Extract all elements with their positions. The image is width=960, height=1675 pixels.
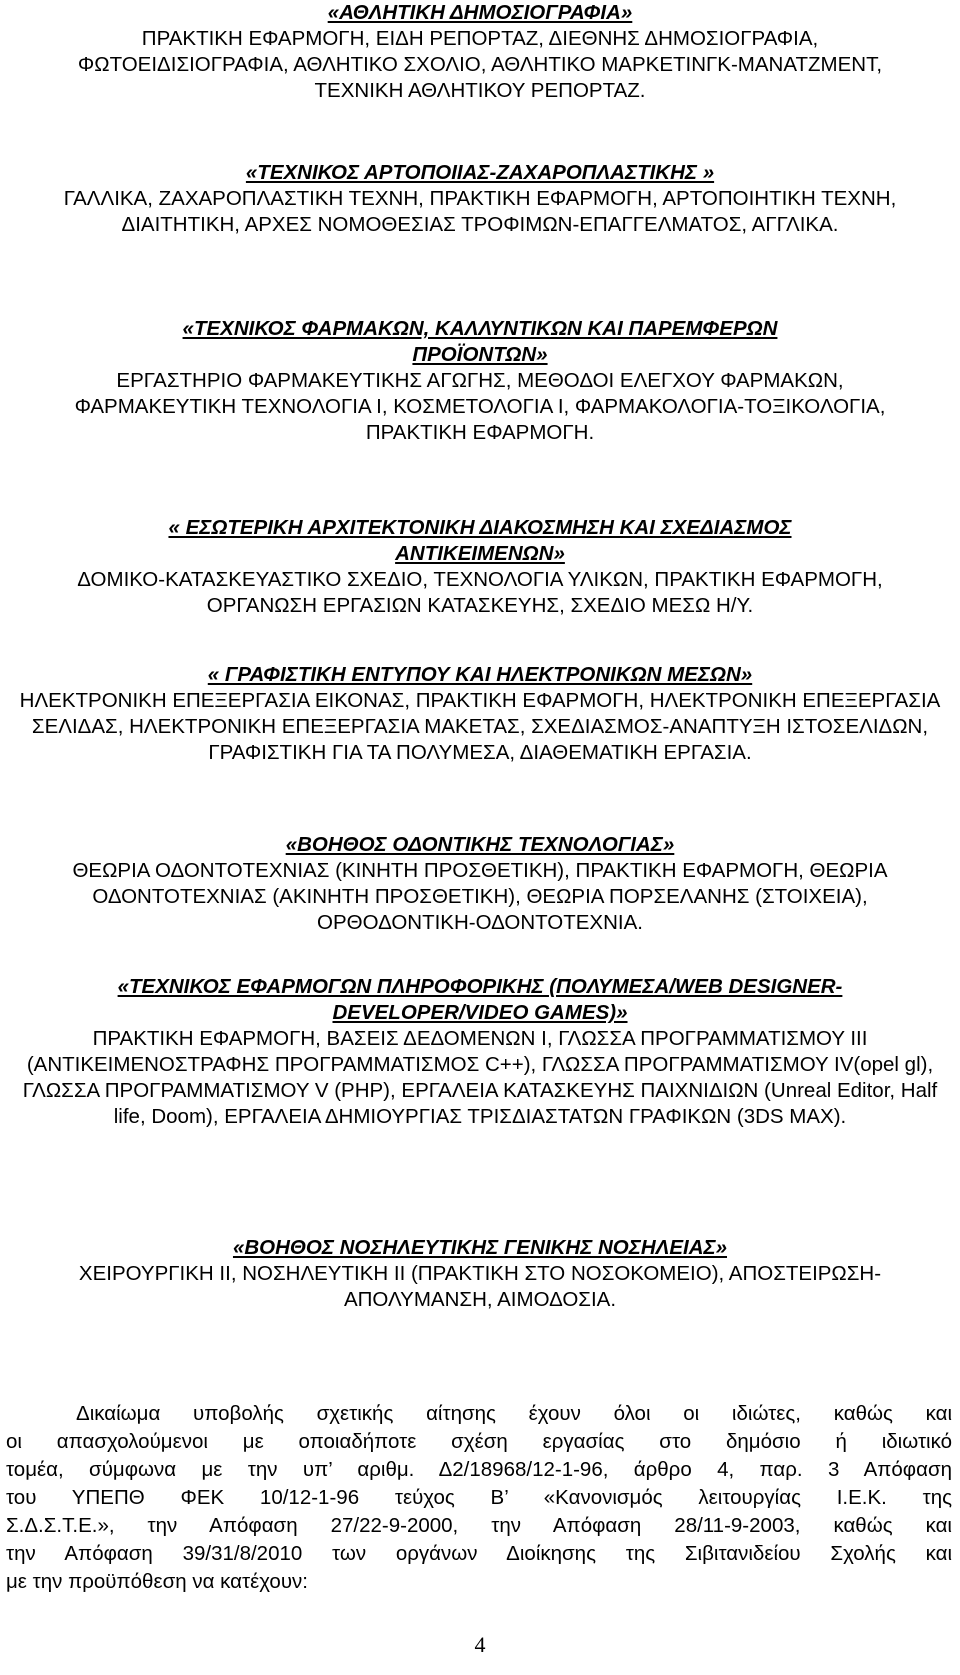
program-section bbox=[8, 1235, 952, 1313]
program-section bbox=[8, 160, 952, 238]
program-courses: ΧΕΙΡΟΥΡΓΙΚΗ ΙΙ, ΝΟΣΗΛΕΥΤΙΚΗ ΙΙ (ΠΡΑΚΤΙΚΗ ΣΤΟ ΝΟΣΟΚΟΜΕΙΟ), ΑΠΟΣΤΕΙΡΩΣΗ-ΑΠΟΛΥΜΑΝΣΗ, ΑΙΜΟΔΟΣΙΑ. bbox=[78, 1262, 882, 1311]
program-courses: ΠΡΑΚΤΙΚΗ ΕΦΑΡΜΟΓΗ, ΒΑΣΕΙΣ ΔΕΔΟΜΕΝΩΝ Ι, ΓΛΩΣΣΑ ΠΡΟΓΡΑΜΜΑΤΙΣΜΟΥ ΙΙΙ (ΑΝΤΙΚΕΙΜΕΝΟΣΤΡΑΦΗΣ ΠΡΟΓΡΑΜΜΑΤΙΣΜΟΣ C++), ΓΛΩΣΣΑ ΠΡΟΓΡΑΜΜΑΤΙΣΜΟΥ IV(opel gl), ΓΛΩΣΣΑ ΠΡΟΓΡΑΜΜΑΤΙΣΜΟΥ V (PHP), ΕΡΓΑΛΕΙΑ ΚΑΤΑΣΚΕΥΗΣ ΠΑΙΧΝΙΔΙΩΝ (Unreal Editor, Half life, Doom), ΕΡΓΑΛΕΙΑ ΔΗΜΙΟΥΡΓΙΑΣ ΤΡΙΣΔΙΑΣΤΑΤΩΝ ΓΡΑΦΙΚΩΝ (3DS MAX). bbox=[22, 1027, 938, 1128]
program-title: «ΤΕΧΝΙΚΟΣ ΑΡΤΟΠΟΙΙΑΣ-ΖΑΧΑΡΟΠΛΑΣΤΙΚΗΣ » bbox=[245, 161, 715, 184]
program-courses: ΔΟΜΙΚΟ-ΚΑΤΑΣΚΕΥΑΣΤΙΚΟ ΣΧΕΔΙΟ, ΤΕΧΝΟΛΟΓΙΑ ΥΛΙΚΩΝ, ΠΡΑΚΤΙΚΗ ΕΦΑΡΜΟΓΗ, ΟΡΓΑΝΩΣΗ ΕΡΓΑΣΙΩΝ ΚΑΤΑΣΚΕΥΗΣ, ΣΧΕΔΙΟ ΜΕΣΩ Η/Υ. bbox=[77, 568, 883, 617]
program-courses: ΠΡΑΚΤΙΚΗ ΕΦΑΡΜΟΓΗ, ΕΙΔΗ ΡΕΠΟΡΤΑΖ, ΔΙΕΘΝΗΣ ΔΗΜΟΣΙΟΓΡΑΦΙΑ, ΦΩΤΟΕΙΔΙΣΙΟΓΡΑΦΙΑ, ΑΘΛΗΤΙΚΟ ΣΧΟΛΙΟ, ΑΘΛΗΤΙΚΟ ΜΑΡΚΕΤΙΝΓΚ-ΜΑΝΑΤΖΜΕΝΤ, ΤΕΧΝΙΚΗ ΑΘΛΗΤΙΚΟΥ ΡΕΠΟΡΤΑΖ. bbox=[77, 27, 883, 102]
program-title: «ΤΕΧΝΙΚΟΣ ΕΦΑΡΜΟΓΩΝ ΠΛΗΡΟΦΟΡΙΚΗΣ (ΠΟΛΥΜΕΣΑ/WEB DESIGNER-DEVELOPER/VIDEO GAMES)» bbox=[117, 975, 843, 1024]
paragraph-line: τομέα, σύμφωνα με την υπ’ αριθμ. Δ2/18968/12-1-96, άρθρο 4, παρ. 3 Απόφαση bbox=[6, 1458, 952, 1481]
program-section bbox=[8, 0, 952, 104]
program-section bbox=[8, 662, 952, 766]
eligibility-paragraph bbox=[6, 1400, 952, 1596]
program-title: «ΒΟΗΘΟΣ ΝΟΣΗΛΕΥΤΙΚΗΣ ΓΕΝΙΚΗΣ ΝΟΣΗΛΕΙΑΣ» bbox=[232, 1236, 728, 1259]
program-section bbox=[8, 316, 952, 446]
program-section bbox=[8, 832, 952, 936]
program-title: «ΑΘΛΗΤΙΚΗ ΔΗΜΟΣΙΟΓΡΑΦΙΑ» bbox=[327, 1, 633, 24]
page-number: 4 bbox=[474, 1632, 486, 1657]
program-title: « ΕΣΩΤΕΡΙΚΗ ΑΡΧΙΤΕΚΤΟΝΙΚΗ ΔΙΑΚΟΣΜΗΣΗ ΚΑΙ ΣΧΕΔΙΑΣΜΟΣ ΑΝΤΙΚΕΙΜΕΝΩΝ» bbox=[168, 516, 792, 565]
paragraph-line: του ΥΠΕΠΘ ΦΕΚ 10/12-1-96 τεύχος Β’ «Κανονισμός λειτουργίας Ι.Ε.Κ. της bbox=[6, 1486, 952, 1509]
program-title: « ΓΡΑΦΙΣΤΙΚΗ ΕΝΤΥΠΟΥ ΚΑΙ ΗΛΕΚΤΡΟΝΙΚΩΝ ΜΕΣΩΝ» bbox=[207, 663, 753, 686]
program-title: «ΒΟΗΘΟΣ ΟΔΟΝΤΙΚΗΣ ΤΕΧΝΟΛΟΓΙΑΣ» bbox=[285, 833, 675, 856]
paragraph-line: με την προϋπόθεση να κατέχουν: bbox=[6, 1570, 308, 1593]
program-courses: ΕΡΓΑΣΤΗΡΙΟ ΦΑΡΜΑΚΕΥΤΙΚΗΣ ΑΓΩΓΗΣ, ΜΕΘΟΔΟΙ ΕΛΕΓΧΟΥ ΦΑΡΜΑΚΩΝ, ΦΑΡΜΑΚΕΥΤΙΚΗ ΤΕΧΝΟΛΟΓΙΑ Ι, ΚΟΣΜΕΤΟΛΟΓΙΑ Ι, ΦΑΡΜΑΚΟΛΟΓΙΑ-ΤΟΞΙΚΟΛΟΓΙΑ, ΠΡΑΚΤΙΚΗ ΕΦΑΡΜΟΓΗ. bbox=[74, 369, 886, 444]
paragraph-line: Σ.Δ.Σ.Τ.Ε.», την Απόφαση 27/22-9-2000, την Απόφαση 28/11-9-2003, καθώς και bbox=[6, 1514, 952, 1537]
program-courses: ΘΕΩΡΙΑ ΟΔΟΝΤΟΤΕΧΝΙΑΣ (ΚΙΝΗΤΗ ΠΡΟΣΘΕΤΙΚΗ), ΠΡΑΚΤΙΚΗ ΕΦΑΡΜΟΓΗ, ΘΕΩΡΙΑ ΟΔΟΝΤΟΤΕΧΝΙΑΣ (ΑΚΙΝΗΤΗ ΠΡΟΣΘΕΤΙΚΗ), ΘΕΩΡΙΑ ΠΟΡΣΕΛΑΝΗΣ (ΣΤΟΙΧΕΙΑ), ΟΡΘΟΔΟΝΤΙΚΗ-ΟΔΟΝΤΟΤΕΧΝΙΑ. bbox=[72, 859, 888, 934]
paragraph-line: οι απασχολούμενοι με οποιαδήποτε σχέση εργασίας στο δημόσιο ή ιδιωτικό bbox=[6, 1430, 952, 1453]
program-section bbox=[8, 515, 952, 619]
program-courses: ΓΑΛΛΙΚΑ, ΖΑΧΑΡΟΠΛΑΣΤΙΚΗ ΤΕΧΝΗ, ΠΡΑΚΤΙΚΗ ΕΦΑΡΜΟΓΗ, ΑΡΤΟΠΟΙΗΤΙΚΗ ΤΕΧΝΗ, ΔΙΑΙΤΗΤΙΚΗ, ΑΡΧΕΣ ΝΟΜΟΘΕΣΙΑΣ ΤΡΟΦΙΜΩΝ-ΕΠΑΓΓΕΛΜΑΤΟΣ, ΑΓΓΛΙΚΑ. bbox=[63, 187, 897, 236]
paragraph-line: Δικαίωμα υποβολής σχετικής αίτησης έχουν όλοι οι ιδιώτες, καθώς και bbox=[76, 1402, 952, 1425]
program-section bbox=[8, 974, 952, 1130]
program-courses: ΗΛΕΚΤΡΟΝΙΚΗ ΕΠΕΞΕΡΓΑΣΙΑ ΕΙΚΟΝΑΣ, ΠΡΑΚΤΙΚΗ ΕΦΑΡΜΟΓΗ, ΗΛΕΚΤΡΟΝΙΚΗ ΕΠΕΞΕΡΓΑΣΙΑ ΣΕΛΙΔΑΣ, ΗΛΕΚΤΡΟΝΙΚΗ ΕΠΕΞΕΡΓΑΣΙΑ ΜΑΚΕΤΑΣ, ΣΧΕΔΙΑΣΜΟΣ-ΑΝΑΠΤΥΞΗ ΙΣΤΟΣΕΛΙΔΩΝ, ΓΡΑΦΙΣΤΙΚΗ ΓΙΑ ΤΑ ΠΟΛΥΜΕΣΑ, ΔΙΑΘΕΜΑΤΙΚΗ ΕΡΓΑΣΙΑ. bbox=[19, 689, 941, 764]
paragraph-line: την Απόφαση 39/31/8/2010 των οργάνων Διοίκησης της Σιβιτανιδείου Σχολής και bbox=[6, 1542, 952, 1565]
program-title: «ΤΕΧΝΙΚΟΣ ΦΑΡΜΑΚΩΝ, ΚΑΛΛΥΝΤΙΚΩΝ ΚΑΙ ΠΑΡΕΜΦΕΡΩΝ ΠΡΟΪΟΝΤΩΝ» bbox=[182, 317, 778, 366]
